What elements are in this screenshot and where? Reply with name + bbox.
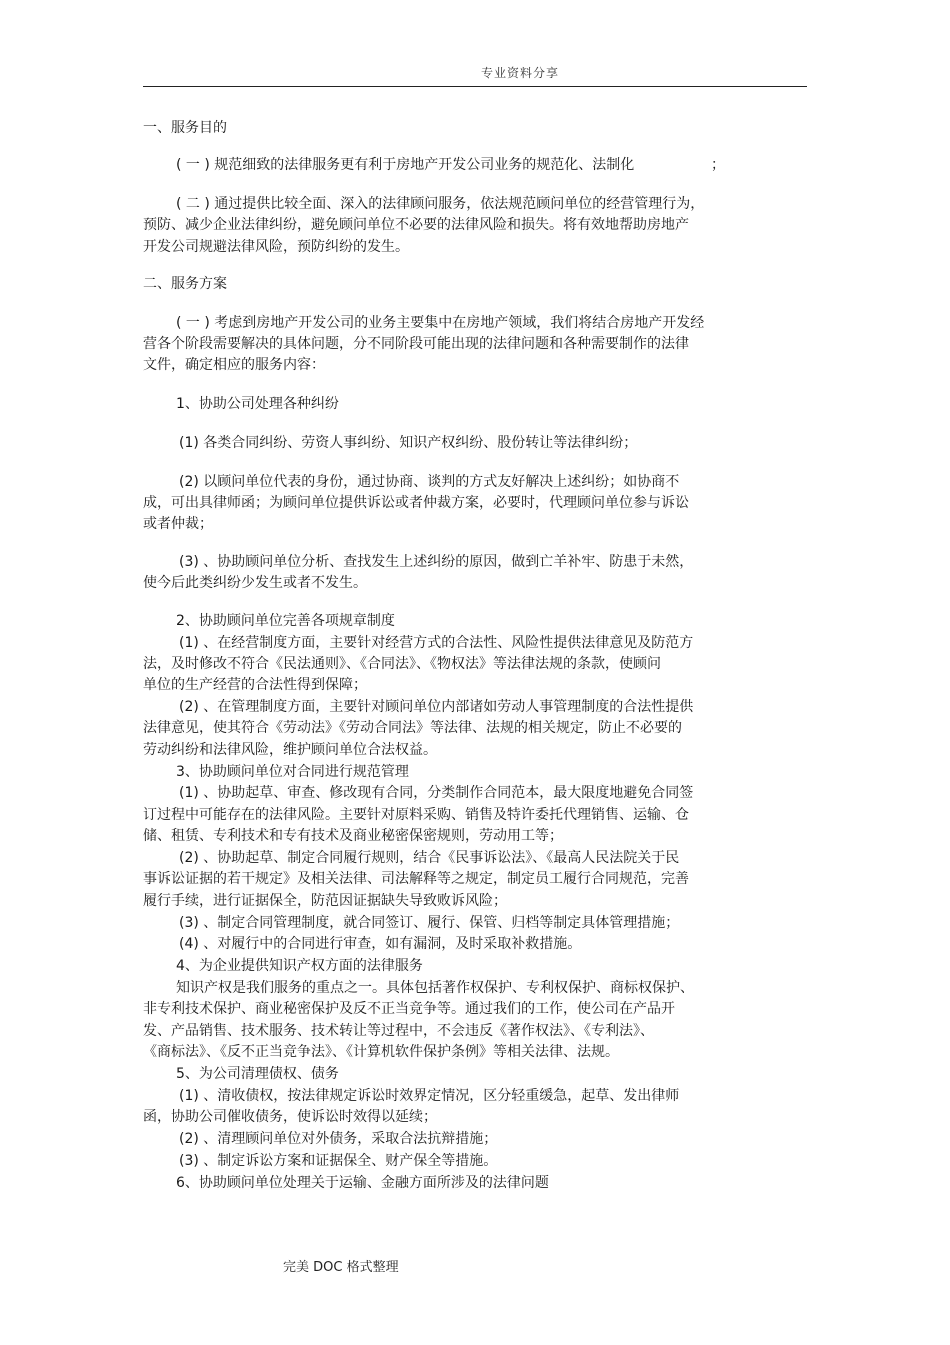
item-1-1: (1) 各类合同纠纷、劳资人事纠纷、知识产权纠纷、股份转让等法律纠纷； [179,435,638,451]
item-4-paragraph-line-3: 发、产品销售、技术服务、技术转让等过程中，不会违反《著作权法》、《专利法》、 [143,1023,654,1039]
s2-paragraph-1-line-3: 文件，确定相应的服务内容： [143,357,325,373]
item-4-paragraph-line-4: 《商标法》、《反不正当竞争法》、《计算机软件保护条例》等相关法律、法规。 [143,1044,619,1060]
item-4-paragraph-line-2: 非专利技术保护、商业秘密保护及反不正当竞争等。通过我们的工作，使公司在产品开 [143,1001,675,1017]
page-footer-text: 完美 DOC 格式整理 [283,1260,399,1275]
page-header-title: 专业资料分享 [480,66,559,80]
item-3-1-line-1: (1) 、协助起草、审查、修改现有合同，分类制作合同范本，最大限度地避免合同签 [179,785,694,801]
item-5-1-line-1: (1) 、清收债权，按法律规定诉讼时效界定情况，区分轻重缓急，起草、发出律师 [179,1088,680,1104]
s2-paragraph-1-line-2: 营各个阶段需要解决的具体问题，分不同阶段可能出现的法律问题和各种需要制作的法律 [143,336,689,352]
item-5-1-line-2: 函，协助公司催收债务，使诉讼时效得以延续； [143,1109,437,1125]
section-1-heading: 一、服务目的 [143,120,227,136]
item-3-1-line-3: 储、租赁、专利技术和专有技术及商业秘密保密规则，劳动用工等； [143,828,563,844]
item-1-2-line-1: (2) 以顾问单位代表的身份，通过协商、谈判的方式友好解决上述纠纷；如协商不 [179,474,680,490]
item-2-1-line-1: (1) 、在经营制度方面，主要针对经营方式的合法性、风险性提供法律意见及防范方 [179,635,694,651]
item-2-1-line-2: 法，及时修改不符合《民法通则》、《合同法》、《物权法》等法律法规的条款，使顾问 [143,656,661,672]
item-3-4: (4) 、对履行中的合同进行审查，如有漏洞，及时采取补救措施。 [179,936,582,952]
section-2-heading: 二、服务方案 [143,276,227,292]
item-2-2-line-2: 法律意见，使其符合《劳动法》《劳动合同法》等法律、法规的相关规定，防止不必要的 [143,720,682,736]
s1-paragraph-2-line-1: ( 二 ) 通过提供比较全面、深入的法律顾问服务，依法规范顾问单位的经营管理行为， [176,196,705,212]
item-2-2-line-3: 劳动纠纷和法律风险，维护顾问单位合法权益。 [143,742,437,758]
s1-paragraph-2-line-3: 开发公司规避法律风险，预防纠纷的发生。 [143,239,409,255]
item-3-2-line-2: 事诉讼证据的若干规定》及相关法律、司法解释等之规定，制定员工履行合同规范，完善 [143,871,689,887]
item-2-1-line-3: 单位的生产经营的合法性得到保障； [143,677,367,693]
s2-paragraph-1-line-1: ( 一 ) 考虑到房地产开发公司的业务主要集中在房地产领域，我们将结合房地产开发经 [176,315,705,331]
s1-paragraph-1-end: ； [711,157,725,173]
item-3-2-line-1: (2) 、协助起草、制定合同履行规则，结合《民事诉讼法》、《最高人民法院关于民 [179,850,680,866]
item-3-1-line-2: 订过程中可能存在的法律风险。主要针对原料采购、销售及特许委托代理销售、运输、仓 [143,807,689,823]
item-2-heading: 2、协助顾问单位完善各项规章制度 [176,613,395,629]
s1-paragraph-1: ( 一 ) 规范细致的法律服务更有利于房地产开发公司业务的规范化、法制化 [176,157,635,173]
item-1-2-line-2: 成，可出具律师函；为顾问单位提供诉讼或者仲裁方案，必要时，代理顾问单位参与诉讼 [143,495,689,511]
item-1-3-line-1: (3) 、协助顾问单位分析、查找发生上述纠纷的原因，做到亡羊补牢、防患于未然， [179,554,694,570]
item-4-paragraph-line-1: 知识产权是我们服务的重点之一。具体包括著作权保护、专利权保护、商标权保护、 [176,980,694,996]
s1-paragraph-2-line-2: 预防、减少企业法律纠纷，避免顾问单位不必要的法律风险和损失。将有效地帮助房地产 [143,217,689,233]
item-4-heading: 4、为企业提供知识产权方面的法律服务 [176,958,423,974]
item-5-3: (3) 、制定诉讼方案和证据保全、财产保全等措施。 [179,1153,498,1169]
item-1-3-line-2: 使今后此类纠纷少发生或者不发生。 [143,575,367,591]
item-3-2-line-3: 履行手续，进行证据保全，防范因证据缺失导致败诉风险； [143,893,507,909]
item-2-2-line-1: (2) 、在管理制度方面，主要针对顾问单位内部诸如劳动人事管理制度的合法性提供 [179,699,694,715]
item-5-2: (2) 、清理顾问单位对外债务，采取合法抗辩措施； [179,1131,498,1147]
header-divider [143,86,807,87]
item-1-2-line-3: 或者仲裁； [143,516,213,532]
item-3-3: (3) 、制定合同管理制度，就合同签订、履行、保管、归档等制定具体管理措施； [179,915,680,931]
item-5-heading: 5、为公司清理债权、债务 [176,1066,339,1082]
item-3-heading: 3、协助顾问单位对合同进行规范管理 [176,764,409,780]
item-1-heading: 1、协助公司处理各种纠纷 [176,396,339,412]
item-6-heading: 6、协助顾问单位处理关于运输、金融方面所涉及的法律问题 [176,1175,549,1191]
